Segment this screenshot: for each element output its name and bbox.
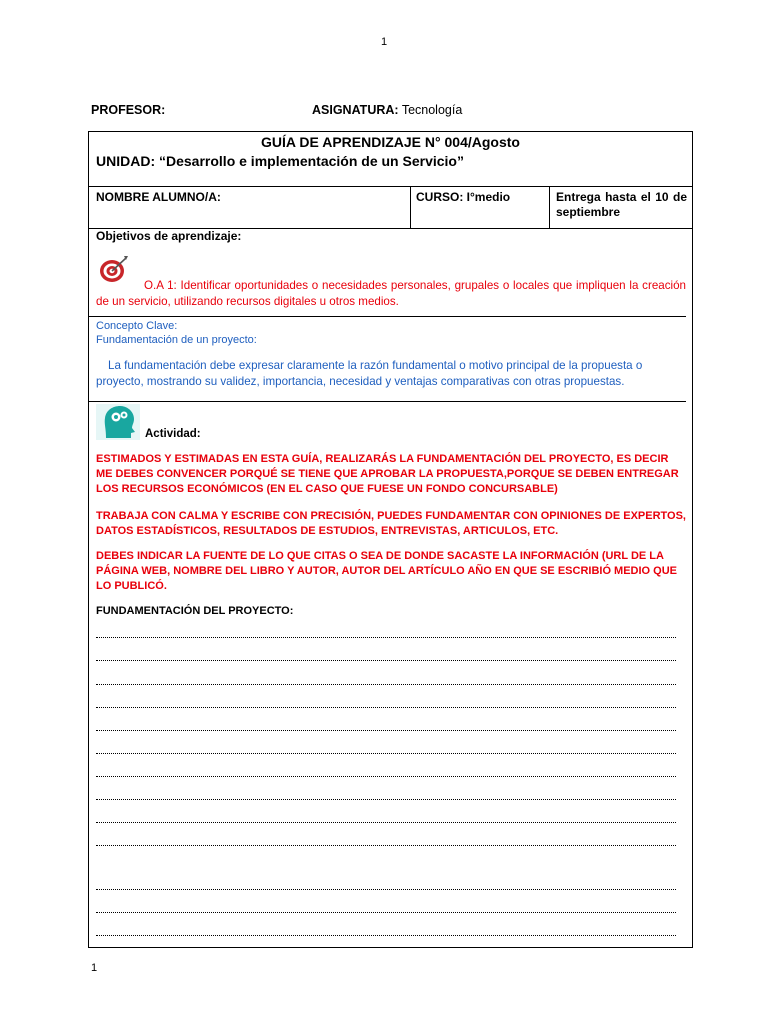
guide-frame [88,131,693,948]
answer-line[interactable] [96,839,676,846]
divider [88,316,686,317]
guide-title: GUÍA DE APRENDIZAJE N° 004/Agosto [261,134,520,150]
objective-text: O.A 1: Identificar oportunidades o necesidades personales, grupales o locales que impliquen la creación de un servicio, utilizando recursos digitales u otros medios. [96,279,686,308]
concept-text: La fundamentación debe expresar claramente la razón fundamental o motivo principal de la propuesta o proyecto, mostrando su validez, importancia, necesidad y ventajas comparativas con otras propuestas. [96,359,643,388]
activity-paragraph-1: ESTIMADOS Y ESTIMADAS EN ESTA GUÍA, REALIZARÁS LA FUNDAMENTACIÓN DEL PROYECTO, ES DECIR ME DEBES CONVENCER PORQUÉ SE TIENE QUE APROBAR LA PROPUESTA,PORQUE SE DEBEN ENTREGAR LOS RECURSOS ECONÓMICOS (EN EL CASO QUE FUESE UN FONDO CONCURSABLE) [96,453,679,495]
answer-line[interactable] [96,816,676,823]
answer-line[interactable] [96,906,676,913]
concept-block [96,319,257,347]
objectives-heading: Objetivos de aprendizaje: [96,229,242,243]
answer-line[interactable] [96,883,676,890]
entrega-label: Entrega hasta el 10 de septiembre [556,190,687,219]
asignatura-field [312,103,462,117]
thinking-head-icon [96,404,140,440]
unit-title: UNIDAD: “Desarrollo e implementación de un Servicio” [96,153,464,169]
answer-line[interactable] [96,793,676,800]
divider [88,401,686,402]
activity-paragraph-3: DEBES INDICAR LA FUENTE DE LO QUE CITAS O SEA DE DONDE SACASTE LA INFORMACIÓN (URL DE LA PÁGINA WEB, NOMBRE DEL LIBRO Y AUTOR, AUTOR DEL ARTÍCULO AÑO EN QUE SE ESCRIBIÓ MEDIO QUE LO PUBLICÓ. [96,550,678,592]
nombre-label: NOMBRE ALUMNO/A: [96,190,221,204]
divider [549,186,550,228]
divider [88,186,693,187]
profesor-label: PROFESOR: [91,103,166,117]
page-number-top: 1 [380,36,388,48]
asignatura-value: Tecnología [401,103,463,117]
answer-line[interactable] [96,770,676,777]
asignatura-label: ASIGNATURA: [312,103,399,117]
concept-line-1: Concepto Clave: [96,320,178,332]
curso-label: CURSO: I°medio [416,190,511,204]
page-number-bottom: 1 [91,962,98,974]
answer-line[interactable] [96,631,676,638]
activity-label: Actividad: [145,428,201,440]
concept-line-2: Fundamentación de un proyecto: [96,334,257,346]
divider [410,186,411,228]
activity-paragraph-2: TRABAJA CON CALMA Y ESCRIBE CON PRECISIÓN, PUEDES FUNDAMENTAR CON OPINIONES DE EXPERTOS, DATOS ESTADÍSTICOS, RESULTADOS DE ESTUDIOS, ENTREVISTAS, ARTICULOS, ETC. [96,510,686,537]
answer-line[interactable] [96,678,676,685]
answer-line[interactable] [96,654,676,661]
answer-line[interactable] [96,929,676,936]
answer-line[interactable] [96,747,676,754]
fundamentacion-title: FUNDAMENTACIÓN DEL PROYECTO: [96,605,294,617]
answer-line[interactable] [96,701,676,708]
answer-line[interactable] [96,724,676,731]
